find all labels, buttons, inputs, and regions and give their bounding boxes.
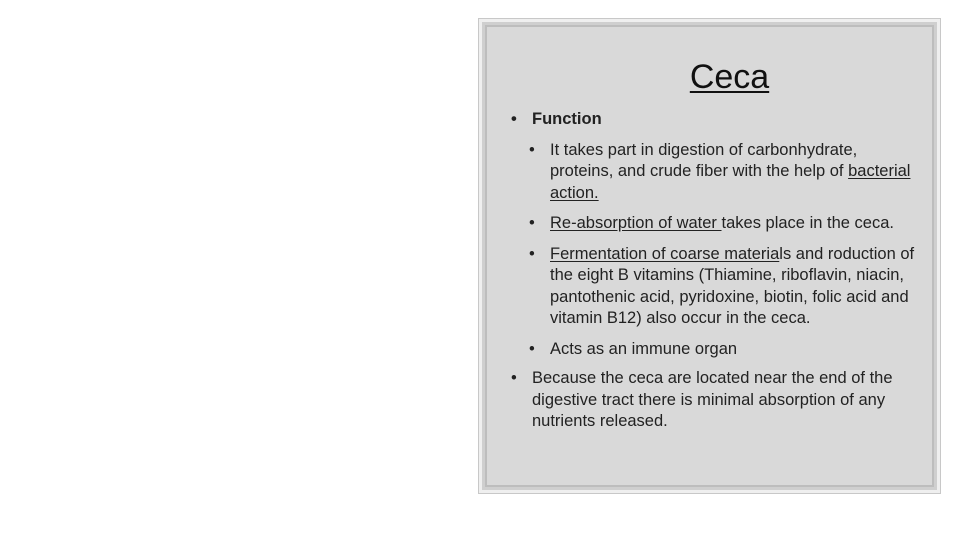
bullet-dot: • xyxy=(529,339,535,358)
bullet-dot: • xyxy=(529,140,535,159)
sub-bullet-immune xyxy=(523,339,915,361)
sub-bullet-underlined: Fermentation of coarse materia xyxy=(550,244,780,263)
sub-bullet-reabsorption xyxy=(523,213,915,235)
sub-bullet-text: takes place in the ceca. xyxy=(721,214,894,232)
bullet-location-text: Because the ceca are located near the end of the digestive tract there is minimal absorption of any nutrients released. xyxy=(532,369,893,430)
bullet-dot: • xyxy=(529,244,535,263)
bullet-dot: • xyxy=(529,214,535,232)
bullet-function xyxy=(505,109,915,131)
sub-bullet-text: It takes part in digestion of carbonhydrate, proteins, and crude fiber with the help of xyxy=(550,140,858,180)
sub-bullet-fermentation xyxy=(523,244,915,330)
slide-title: Ceca xyxy=(689,58,770,96)
sub-bullet-digestion xyxy=(523,140,915,205)
sub-bullet-text: Acts as an immune organ xyxy=(550,339,738,358)
content-panel-frame xyxy=(482,22,937,490)
content-panel xyxy=(478,18,941,494)
sub-bullet-text: ls and roduction of the eight B vitamins (Thiamine, riboflavin, niacin, pantothenic acid, pyridoxine, biotin, folic acid and vitamin B12) also occur in the ceca. xyxy=(550,244,915,327)
sub-bullet-underlined: Re-absorption of water xyxy=(550,214,722,232)
bullet-dot: • xyxy=(511,110,517,128)
bullet-list xyxy=(505,109,915,433)
sub-bullet-underlined: bacterial action. xyxy=(550,162,911,202)
content-panel-body xyxy=(485,25,934,487)
bullet-dot: • xyxy=(511,369,517,387)
bullet-location xyxy=(505,368,915,433)
function-heading: Function xyxy=(532,110,602,128)
